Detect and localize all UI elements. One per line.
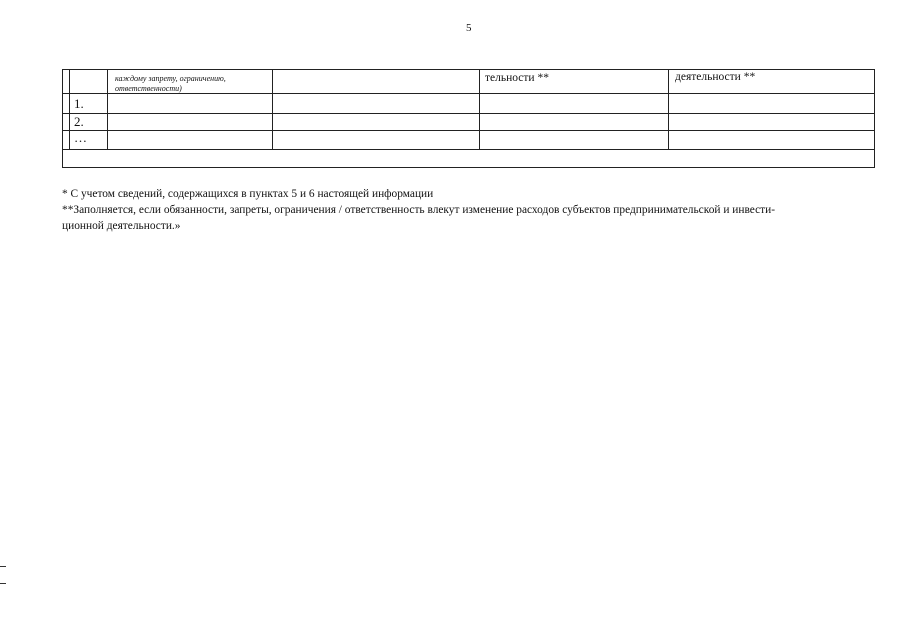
table-right-border bbox=[874, 69, 875, 168]
row-number: 1. bbox=[74, 96, 84, 111]
page-number: 5 bbox=[466, 22, 472, 34]
margin-scan-mark bbox=[0, 583, 6, 584]
footnotes bbox=[62, 186, 892, 234]
header-cell-activity: деятельности ** bbox=[675, 71, 756, 83]
table-col-divider bbox=[479, 69, 480, 150]
footnote-1: * С учетом сведений, содержащихся в пунктах 5 и 6 настоящей информации bbox=[62, 188, 434, 200]
data-table bbox=[62, 69, 875, 168]
table-row-border bbox=[62, 149, 875, 150]
table-row-border bbox=[62, 130, 875, 131]
table-header-bottom-border bbox=[62, 93, 875, 94]
margin-scan-mark bbox=[0, 566, 6, 567]
header-cell-restriction-line2: ответственности) bbox=[115, 84, 182, 93]
footnote-2-line-1: **Заполняется, если обязанности, запреты, ограничения / ответственность влекут изменение расходов субъектов предпринимательской и инвести- bbox=[62, 204, 776, 216]
row-number: … bbox=[74, 130, 87, 145]
table-col-divider bbox=[107, 69, 108, 150]
table-col-divider bbox=[69, 69, 70, 150]
footnote-2-line-2: ционной деятельности.» bbox=[62, 220, 181, 232]
header-cell-activity-expenses: тельности ** bbox=[485, 72, 549, 84]
row-number: 2. bbox=[74, 114, 84, 129]
table-top-border bbox=[62, 69, 875, 70]
table-row-border bbox=[62, 113, 875, 114]
table-left-border bbox=[62, 69, 63, 168]
header-cell-restriction-line1: каждому запрету, ограничению, bbox=[115, 74, 226, 83]
table-col-divider bbox=[668, 69, 669, 150]
table-bottom-border bbox=[62, 167, 875, 168]
table-col-divider bbox=[272, 69, 273, 150]
